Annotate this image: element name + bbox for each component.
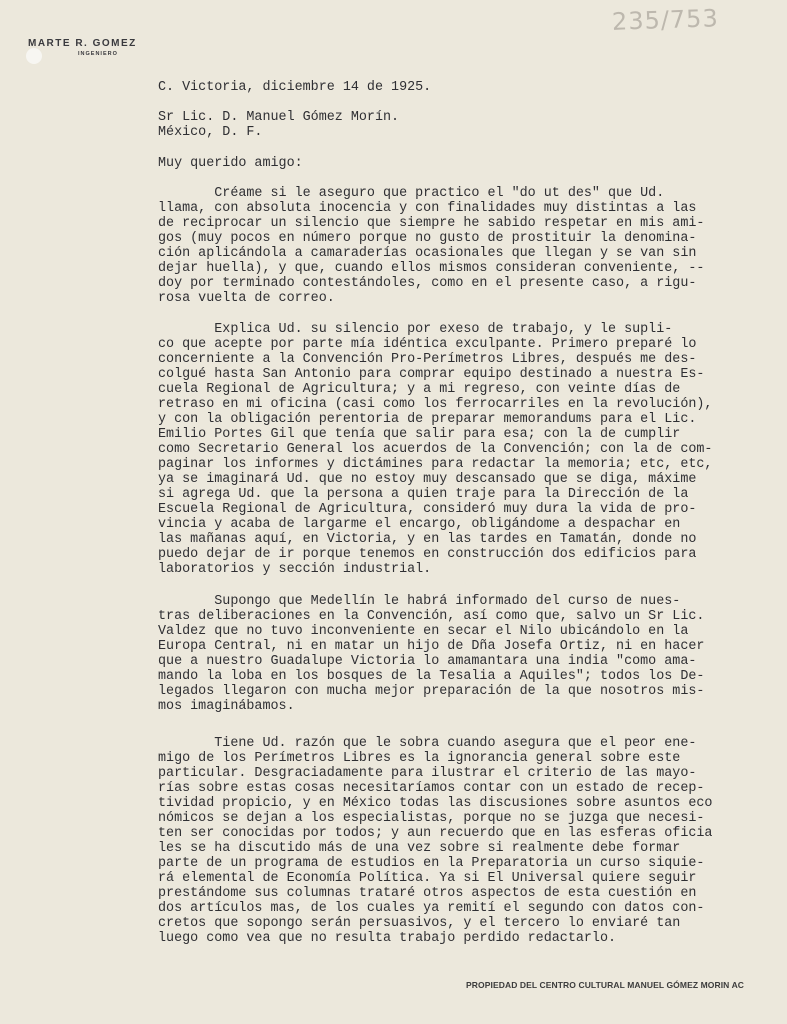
paragraph-line: de reciprocar un silencio que siempre he sabido respetar en mis ami- [158,216,705,231]
paragraph-line: si agrega Ud. que la persona a quien traje para la Dirección de la [158,487,689,502]
paragraph-line: Créame si le aseguro que practico el "do ut des" que Ud. [158,186,665,201]
paragraph-line: doy por terminado contestándoles, como en el presente caso, a rigu- [158,276,697,291]
paragraph-line: retraso en mi oficina (casi como los ferrocarriles en la revolución), [158,397,713,412]
paragraph-line: mando la loba en los bosques de la Tesalia a Aquiles"; todos los De- [158,669,705,684]
paragraph-line: que a nuestro Guadalupe Victoria lo amamantara una india "como ama- [158,654,697,669]
paragraph-line: Emilio Portes Gil que tenía que salir para esa; con la de cumplir [158,427,681,442]
paragraph-line: luego como vea que no resulta trabajo perdido redactarlo. [158,931,617,946]
paragraph-line: ten ser conocidas por todos; y aun recuerdo que en las esferas oficia [158,826,713,841]
paragraph-line: las mañanas aquí, en Victoria, y en las tardes en Tamatán, donde no [158,532,697,547]
paragraph-line: llama, con absoluta inocencia y con finalidades muy distintas a las [158,201,697,216]
paragraph-line: particular. Desgraciadamente para ilustrar el criterio de las mayo- [158,766,697,781]
recipient-city: México, D. F. [158,125,263,140]
paragraph-line: Supongo que Medellín le habrá informado del curso de nues- [158,594,681,609]
letterhead-name: MARTE R. GOMEZ [28,38,137,49]
paragraph-line: les se ha discutido más de una vez sobre si realmente debe formar [158,841,681,856]
paragraph-line: nómicos se dejan a los especialistas, porque no se juzga que necesi- [158,811,705,826]
paragraph-line: ya se imaginará Ud. que no estoy muy descansado que se diga, máxime [158,472,697,487]
paragraph-line: como Secretario General los acuerdos de la Convención; con la de com- [158,442,713,457]
paragraph-line: vincia y acaba de largarme el encargo, obligándome a despachar en [158,517,681,532]
letterhead-title: INGENIERO [78,51,118,57]
paragraph-line: co que acepte por parte mía idéntica exculpante. Primero preparé lo [158,337,697,352]
paragraph-line: rosa vuelta de correo. [158,291,335,306]
recipient-name: Sr Lic. D. Manuel Gómez Morín. [158,110,400,125]
paragraph-line: dos artículos mas, de los cuales ya remití el segundo con datos con- [158,901,705,916]
paragraph-line: gos (muy pocos en número porque no gusto de prostituir la denomina- [158,231,697,246]
paragraph-line: Escuela Regional de Agricultura, consideró muy dura la vida de pro- [158,502,697,517]
paragraph-line: cretos que sopongo serán persuasivos, y el tercero lo enviaré tan [158,916,681,931]
paragraph-line: ción aplicándola a camaraderías ocasionales que llegan y se van sin [158,246,697,261]
paragraph-line: concerniente a la Convención Pro-Perímetros Libres, después me des- [158,352,697,367]
salutation: Muy querido amigo: [158,156,303,171]
paragraph-line: legados llegaron con mucha mejor preparación de la que nosotros mis- [158,684,705,699]
paragraph-line: parte de un programa de estudios en la Preparatoria un curso siquie- [158,856,705,871]
paragraph-line: y con la obligación perentoria de preparar memorandums para el Lic. [158,412,697,427]
paragraph-line: migo de los Perímetros Libres es la ignorancia general sobre este [158,751,681,766]
paragraph-line: rías sobre estas cosas necesitaríamos contar con un estado de recep- [158,781,705,796]
paragraph-line: paginar los informes y dictámines para redactar la memoria; etc, etc, [158,457,713,472]
paragraph-line: mos imaginábamos. [158,699,295,714]
paragraph-line: tividad propicio, y en México todas las discusiones sobre asuntos eco [158,796,713,811]
paragraph-line: Tiene Ud. razón que le sobra cuando asegura que el peor ene- [158,736,697,751]
ownership-stamp: PROPIEDAD DEL CENTRO CULTURAL MANUEL GÓMEZ MORIN AC [466,980,745,990]
paragraph-line: rá elemental de Economía Política. Ya si El Universal quiere seguir [158,871,697,886]
archive-number: 235/753 [611,4,720,36]
date-line: C. Victoria, diciembre 14 de 1925. [158,80,432,95]
paragraph-line: dejar huella), y que, cuando ellos mismos consideran conveniente, -- [158,261,705,276]
paragraph-line: tras deliberaciones en la Convención, así como que, salvo un Sr Lic. [158,609,705,624]
paragraph-line: laboratorios y sección industrial. [158,562,432,577]
paragraph-line: Valdez que no tuvo inconveniente en secar el Nilo ubicándolo en la [158,624,689,639]
paragraph-line: Europa Central, ni en matar un hijo de Dña Josefa Ortiz, ni en hacer [158,639,705,654]
paragraph-line: prestándome sus columnas trataré otros aspectos de esta cuestión en [158,886,697,901]
punch-hole-mark [26,48,42,64]
paragraph-line: Explica Ud. su silencio por exeso de trabajo, y le supli- [158,322,673,337]
paragraph-line: cuela Regional de Agricultura; y a mi regreso, con veinte días de [158,382,681,397]
paragraph-line: colgué hasta San Antonio para comprar equipo destinado a nuestra Es- [158,367,705,382]
paragraph-line: puedo dejar de ir porque tenemos en construcción dos edificios para [158,547,697,562]
